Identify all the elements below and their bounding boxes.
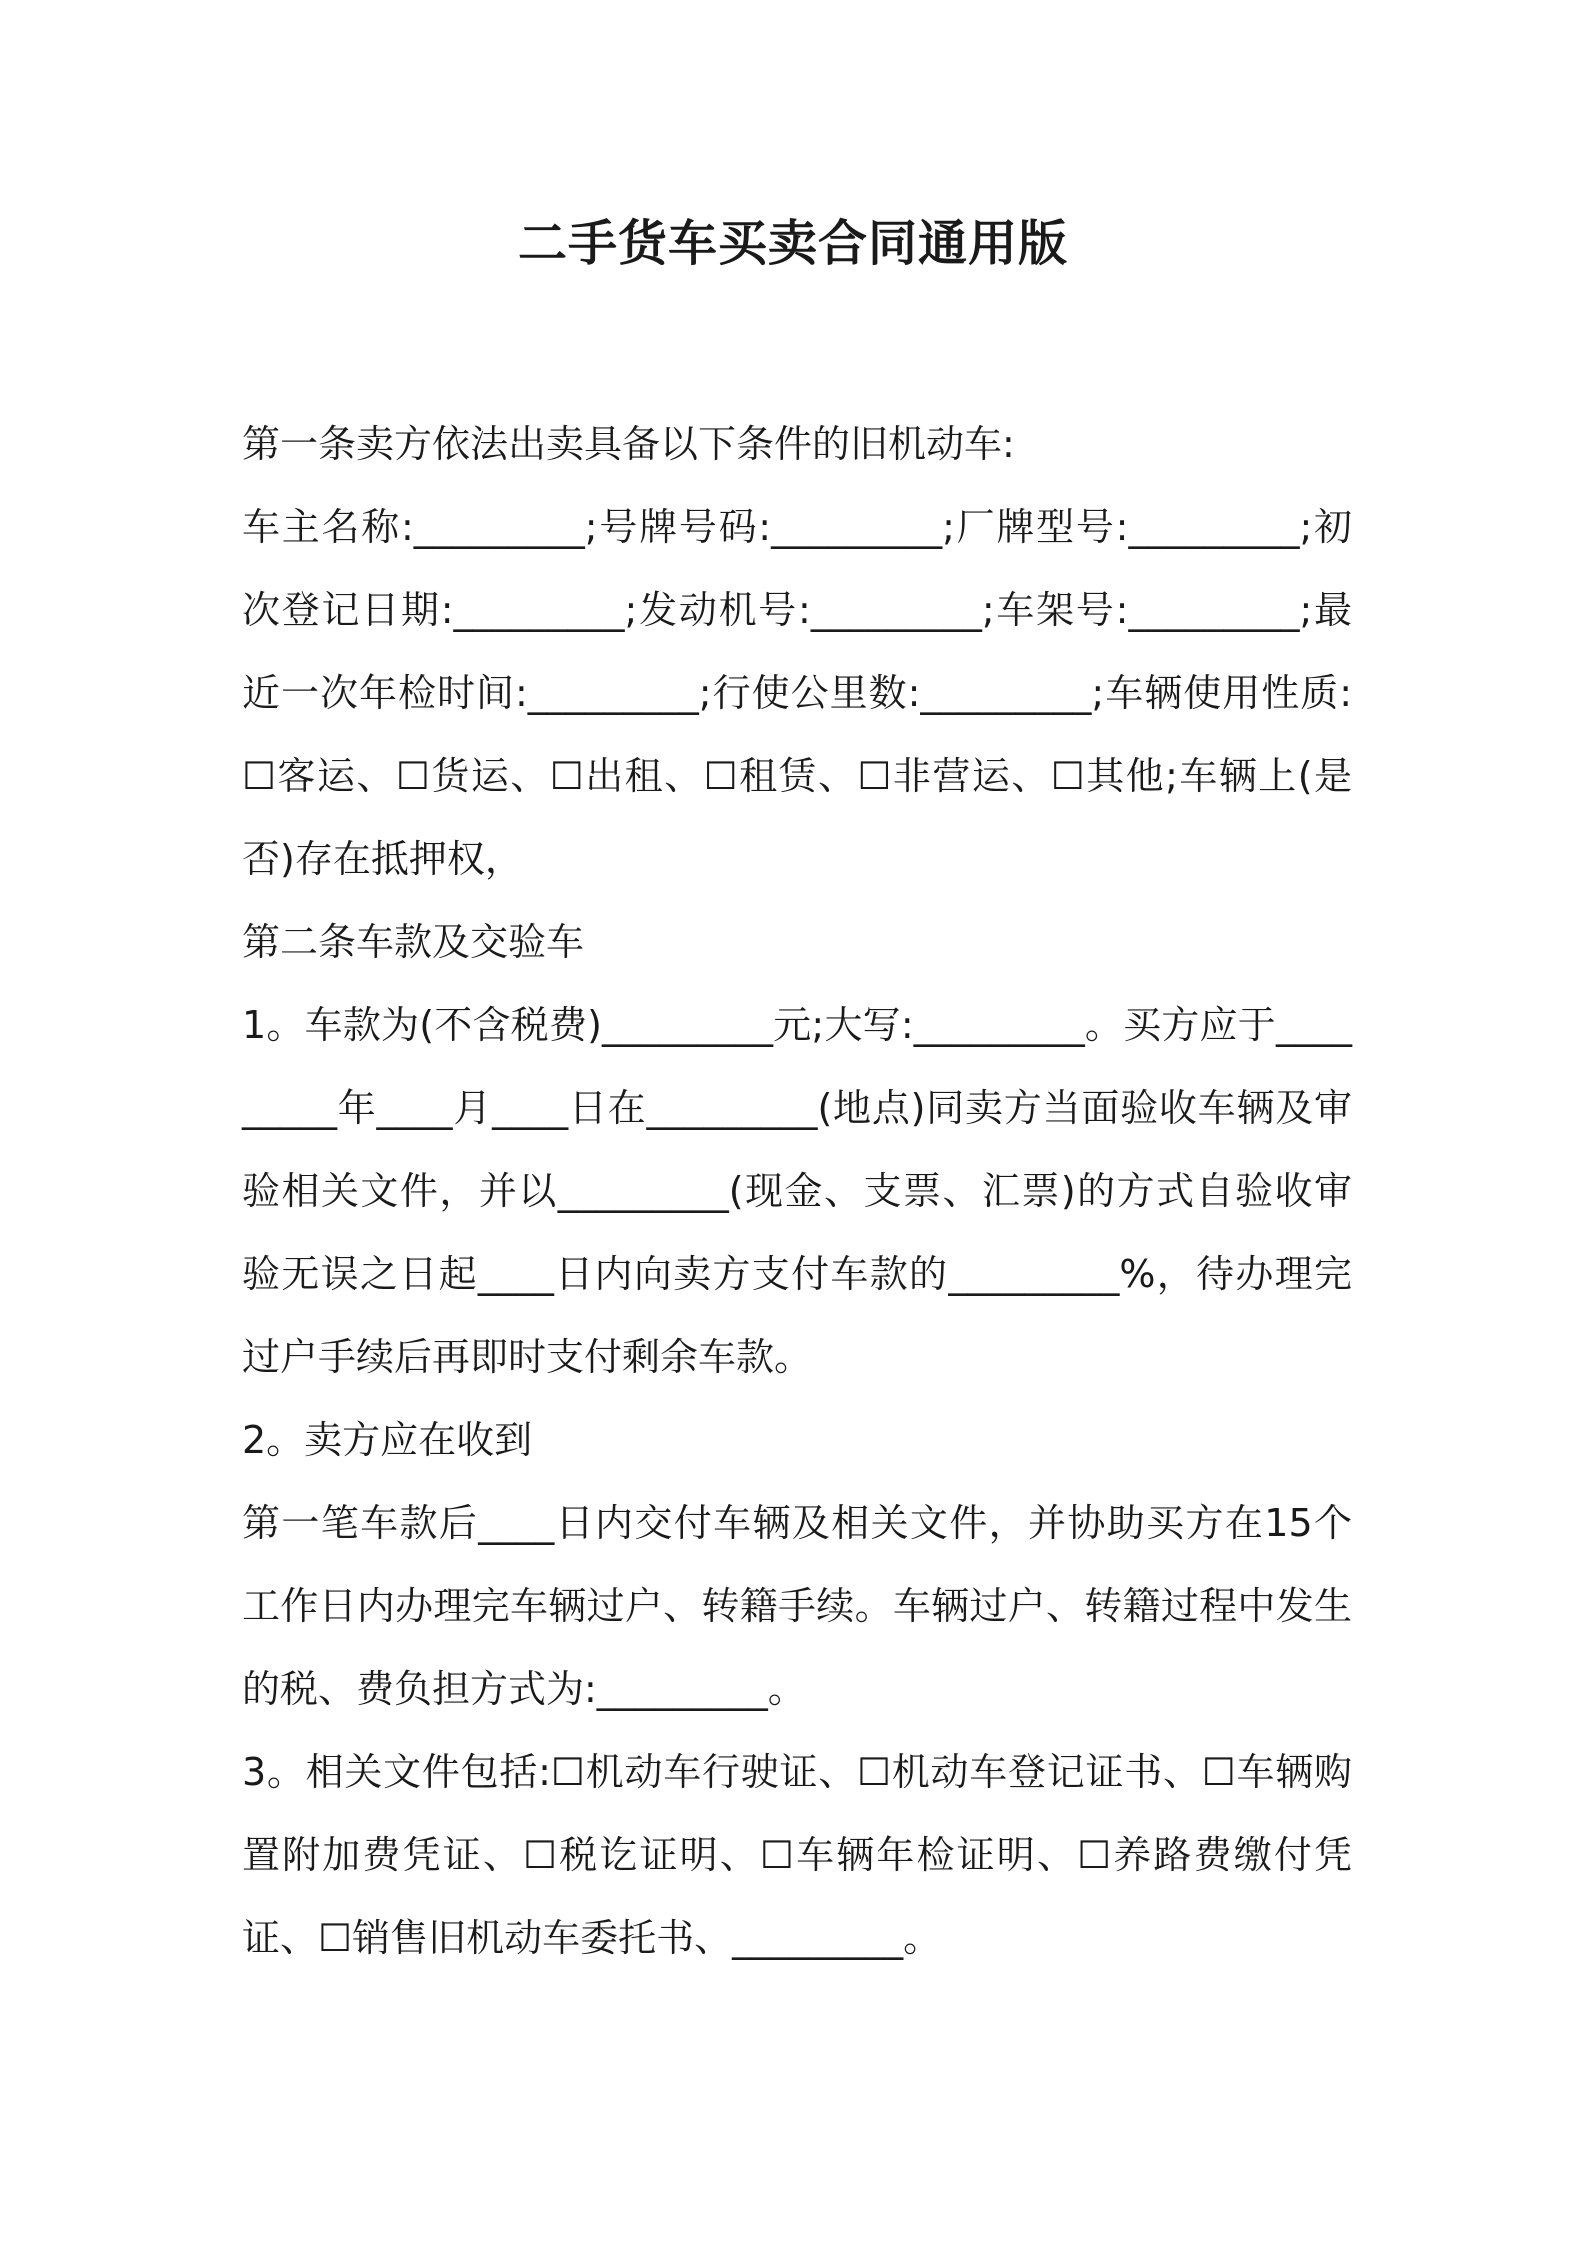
clause-1-paragraph: 1。车款为(不含税费)_________元;大写:_________。买方应于_________年____月____日在_________(地点)同卖方当面验收车辆及审验相关文件，并以_________(现金、支票、汇票)的方式自验收审验无误之日起____日内向卖方支付车款的_________%，待办理完过户手续后再即时支付剩余车款。 [242,1003,1352,1379]
vehicle-info-paragraph: 车主名称:_________;号牌号码:_________;厂牌型号:_________;初次登记日期:_________;发动机号:_________;车架号:_________;最近一次年检时间:_________;行使公里数:_________;车辆使用性质:☐客运、☐货运、☐出租、☐租赁、☐非营运、☐其他;车辆上(是否)存在抵押权， [242,505,1352,881]
article-1-heading: 第一条卖方依法出卖具备以下条件的旧机动车: [242,422,1015,466]
clause-2-paragraph: 第一笔车款后____日内交付车辆及相关文件，并协助买方在15个工作日内办理完车辆过户、转籍手续。车辆过户、转籍过程中发生的税、费负担方式为:_________。 [242,1501,1352,1711]
document-body [242,403,1352,1980]
clause-2-heading: 2。卖方应在收到 [242,1418,533,1462]
clause-3-paragraph: 3。相关文件包括:☐机动车行驶证、☐机动车登记证书、☐车辆购置附加费凭证、☐税讫证明、☐车辆年检证明、☐养路费缴付凭证、☐销售旧机动车委托书、_________。 [242,1750,1352,1960]
article-2-heading: 第二条车款及交验车 [242,920,585,964]
document-title: 二手货车买卖合同通用版 [517,215,1068,272]
